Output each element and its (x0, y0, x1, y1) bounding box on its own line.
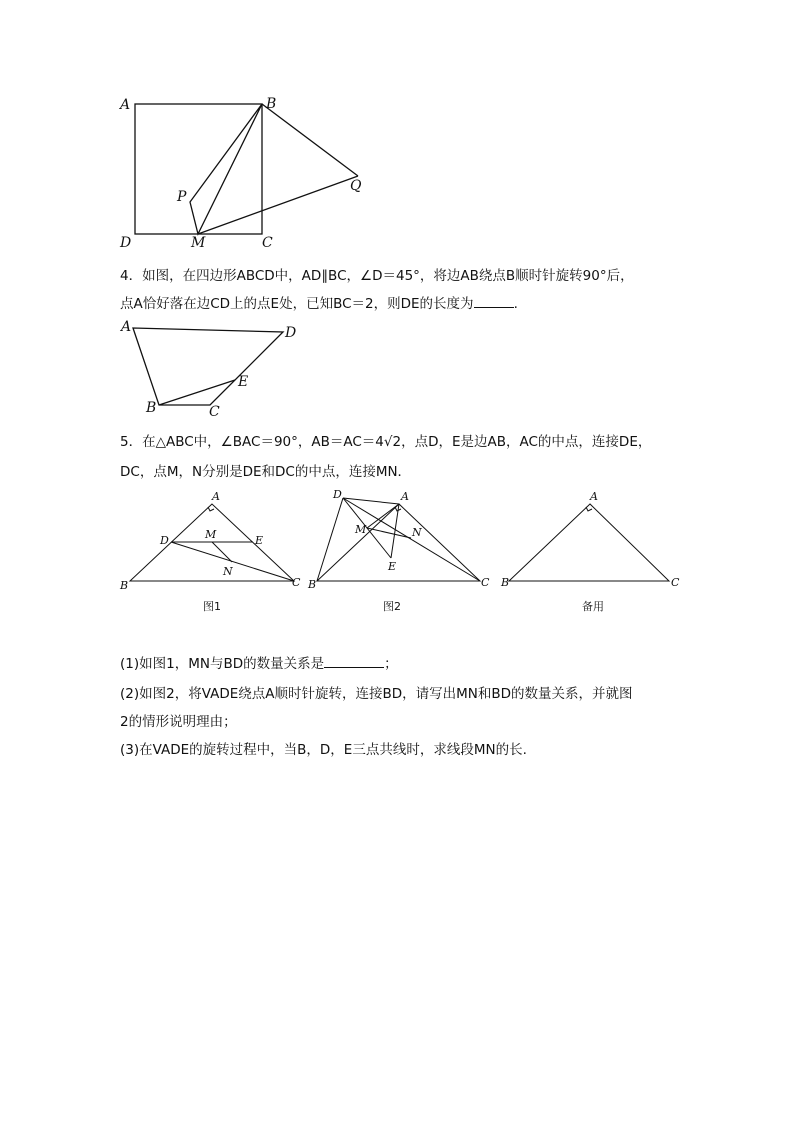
label-b: B (266, 96, 277, 112)
answer-blank-q4[interactable] (474, 294, 514, 308)
caption-fig1: 图1 (203, 600, 221, 613)
label-d: D (333, 488, 342, 501)
figure-q4 (115, 318, 315, 418)
label-a: A (212, 490, 220, 503)
label-b: B (501, 576, 510, 589)
label-a: A (120, 97, 131, 113)
q4-line2: 点A恰好落在边CD上的点E处，已知BC＝2，则DE的长度为 . (120, 296, 518, 312)
label-b: B (308, 578, 317, 591)
right-angle-mark (208, 507, 214, 511)
label-b: B (120, 579, 129, 592)
label-m: M (355, 523, 367, 536)
figure-q5-2 (305, 486, 505, 616)
caption-fig2: 图2 (383, 600, 401, 613)
label-m: M (191, 235, 206, 251)
label-c: C (481, 576, 490, 589)
q5-sub1: (1)如图1，MN与BD的数量关系是 ； (120, 656, 398, 672)
q4-line1: 4．如图，在四边形ABCD中，AD∥BC，∠D＝45°，将边AB绕点B顺时针旋转90°后， (120, 268, 634, 284)
label-b: B (146, 400, 157, 416)
label-d: D (285, 325, 297, 341)
segment-mn (212, 542, 232, 562)
label-c: C (292, 576, 301, 589)
label-c: C (262, 235, 273, 251)
label-m: M (205, 528, 217, 541)
label-a: A (590, 490, 598, 503)
q5-line1: 5．在△ABC中，∠BAC＝90°，AB＝AC＝4√2，点D，E是边AB，AC的中点，连接DE， (120, 434, 652, 450)
label-q: Q (350, 178, 362, 194)
triangle-abc (317, 504, 480, 581)
quadrilateral-abcd (133, 328, 283, 405)
label-e: E (238, 374, 249, 390)
square-abcd (135, 104, 262, 234)
q5-sub2-line1: (2)如图2，将VADE绕点A顺时针旋转，连接BD，请写出MN和BD的数量关系，并就图 (120, 686, 633, 702)
segment-dc (343, 498, 480, 581)
figure-q5-1 (115, 486, 315, 616)
segment-bq (262, 104, 358, 176)
label-p: P (177, 189, 187, 205)
label-e: E (388, 560, 397, 573)
label-e: E (255, 534, 264, 547)
label-a: A (121, 319, 132, 335)
q5-sub2-line2: 2的情形说明理由； (120, 714, 237, 730)
label-c: C (209, 404, 220, 418)
figure-square (110, 90, 380, 255)
triangle-abc (509, 504, 669, 581)
label-d: D (120, 235, 132, 251)
caption-spare: 备用 (582, 600, 604, 613)
label-n: N (412, 526, 422, 539)
label-a: A (401, 490, 409, 503)
q5-sub3: (3)在VADE的旋转过程中，当B，D，E三点共线时，求线段MN的长. (120, 742, 527, 758)
label-c: C (671, 576, 680, 589)
figure-q5-spare (500, 486, 700, 616)
segment-be (159, 380, 235, 405)
label-n: N (223, 565, 233, 578)
answer-blank-q5-1[interactable] (324, 654, 384, 668)
label-d: D (160, 534, 169, 547)
q5-line2: DC，点M，N分别是DE和DC的中点，连接MN． (120, 464, 412, 480)
